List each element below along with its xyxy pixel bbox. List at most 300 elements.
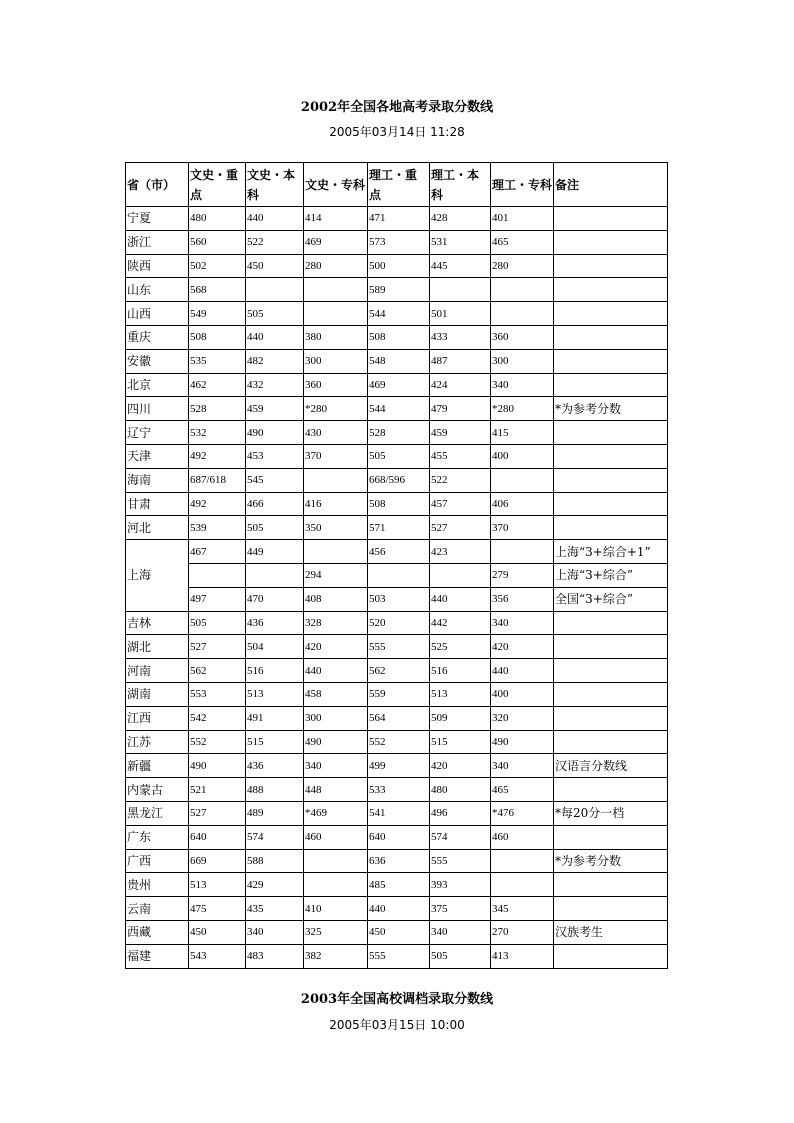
cell-arts-college: 382 xyxy=(304,944,368,968)
cell-note xyxy=(554,254,668,278)
cell-arts-college: 380 xyxy=(304,325,368,349)
header-sci-key: 理工・重点 xyxy=(368,163,430,207)
cell-arts-college: 294 xyxy=(304,563,368,587)
cell-arts-key: 669 xyxy=(189,849,246,873)
cell-arts-key: 475 xyxy=(189,897,246,921)
cell-province: 山西 xyxy=(126,302,189,326)
cell-sci-key: 440 xyxy=(368,897,430,921)
cell-arts-bachelor: 515 xyxy=(246,730,304,754)
cell-note: 汉语言分数线 xyxy=(554,754,668,778)
cell-sci-bachelor xyxy=(430,278,491,302)
cell-sci-college: 415 xyxy=(491,421,554,445)
cell-sci-bachelor: 440 xyxy=(430,587,491,611)
cell-arts-key: 508 xyxy=(189,325,246,349)
table-row xyxy=(126,944,668,968)
cell-arts-key: 527 xyxy=(189,635,246,659)
cell-sci-college: 340 xyxy=(491,611,554,635)
table-row xyxy=(126,540,668,564)
cell-sci-key: 562 xyxy=(368,659,430,683)
cell-sci-key: 564 xyxy=(368,706,430,730)
table-row xyxy=(126,754,668,778)
cell-note xyxy=(554,302,668,326)
cell-arts-key: 490 xyxy=(189,754,246,778)
table-row xyxy=(126,373,668,397)
cell-sci-bachelor: 424 xyxy=(430,373,491,397)
cell-arts-bachelor: 453 xyxy=(246,444,304,468)
cell-arts-bachelor: 466 xyxy=(246,492,304,516)
cell-arts-key: 552 xyxy=(189,730,246,754)
table-row xyxy=(126,659,668,683)
table-row xyxy=(126,325,668,349)
cell-sci-bachelor: 487 xyxy=(430,349,491,373)
cell-arts-key: 532 xyxy=(189,421,246,445)
cell-note xyxy=(554,682,668,706)
cell-sci-key: 552 xyxy=(368,730,430,754)
table-row xyxy=(126,730,668,754)
cell-sci-college: 300 xyxy=(491,349,554,373)
cell-arts-college: 490 xyxy=(304,730,368,754)
cell-arts-college: 420 xyxy=(304,635,368,659)
cell-sci-college: *476 xyxy=(491,801,554,825)
cell-arts-key: 450 xyxy=(189,920,246,944)
cell-arts-bachelor: 545 xyxy=(246,468,304,492)
cell-arts-key: 492 xyxy=(189,444,246,468)
cell-sci-college xyxy=(491,278,554,302)
cell-arts-college: 370 xyxy=(304,444,368,468)
header-sci-bachelor: 理工・本科 xyxy=(430,163,491,207)
cell-sci-key: 456 xyxy=(368,540,430,564)
cell-note xyxy=(554,492,668,516)
cell-sci-bachelor: 531 xyxy=(430,230,491,254)
cell-sci-bachelor: 496 xyxy=(430,801,491,825)
cell-province: 上海 xyxy=(126,540,189,611)
cell-sci-key: 548 xyxy=(368,349,430,373)
cell-sci-college xyxy=(491,302,554,326)
publish-date: 2005年03月14日 11:28 xyxy=(329,125,465,139)
cell-province: 辽宁 xyxy=(126,421,189,445)
cell-arts-bachelor: 432 xyxy=(246,373,304,397)
second-date: 2005年03月15日 10:00 xyxy=(329,1018,465,1032)
cell-sci-college: 460 xyxy=(491,825,554,849)
cell-province: 四川 xyxy=(126,397,189,421)
cell-arts-bachelor: 489 xyxy=(246,801,304,825)
cell-sci-bachelor: 393 xyxy=(430,873,491,897)
cell-arts-key: 568 xyxy=(189,278,246,302)
cell-province: 黑龙江 xyxy=(126,801,189,825)
cell-sci-college: 406 xyxy=(491,492,554,516)
cell-province: 北京 xyxy=(126,373,189,397)
cell-sci-bachelor: 525 xyxy=(430,635,491,659)
cell-note xyxy=(554,230,668,254)
cell-note xyxy=(554,944,668,968)
cell-note: *为参考分数 xyxy=(554,397,668,421)
cell-arts-college: 469 xyxy=(304,230,368,254)
cell-sci-bachelor xyxy=(430,563,491,587)
cell-sci-college: 370 xyxy=(491,516,554,540)
cell-note xyxy=(554,207,668,231)
table-row xyxy=(126,254,668,278)
cell-sci-key: 508 xyxy=(368,325,430,349)
table-row xyxy=(126,682,668,706)
cell-note xyxy=(554,873,668,897)
cell-sci-college: 400 xyxy=(491,444,554,468)
cell-sci-college: 420 xyxy=(491,635,554,659)
table-row xyxy=(126,635,668,659)
cell-sci-bachelor: 459 xyxy=(430,421,491,445)
cell-note xyxy=(554,635,668,659)
cell-arts-bachelor: 482 xyxy=(246,349,304,373)
cell-arts-bachelor: 470 xyxy=(246,587,304,611)
cell-note xyxy=(554,659,668,683)
cell-sci-key: 544 xyxy=(368,302,430,326)
table-row xyxy=(126,516,668,540)
cell-sci-college: 279 xyxy=(491,563,554,587)
cell-sci-college xyxy=(491,468,554,492)
second-title: 2003年全国高校调档录取分数线 xyxy=(300,992,494,1007)
cell-arts-bachelor: 504 xyxy=(246,635,304,659)
table-row xyxy=(126,278,668,302)
cell-arts-bachelor: 435 xyxy=(246,897,304,921)
header-sci-college: 理工・专科 xyxy=(491,163,554,207)
cell-province: 新疆 xyxy=(126,754,189,778)
cell-arts-key: 521 xyxy=(189,778,246,802)
cell-province: 湖北 xyxy=(126,635,189,659)
cell-sci-college: *280 xyxy=(491,397,554,421)
cell-note xyxy=(554,706,668,730)
cell-province: 天津 xyxy=(126,444,189,468)
cell-arts-college: 416 xyxy=(304,492,368,516)
cell-sci-bachelor: 509 xyxy=(430,706,491,730)
cell-sci-bachelor: 420 xyxy=(430,754,491,778)
cell-arts-bachelor: 440 xyxy=(246,325,304,349)
cell-arts-bachelor: 340 xyxy=(246,920,304,944)
cell-sci-college: 280 xyxy=(491,254,554,278)
cell-arts-bachelor: 490 xyxy=(246,421,304,445)
cell-province: 广东 xyxy=(126,825,189,849)
cell-arts-college: 440 xyxy=(304,659,368,683)
cell-arts-key: 467 xyxy=(189,540,246,564)
cell-arts-college: 414 xyxy=(304,207,368,231)
cell-sci-bachelor: 574 xyxy=(430,825,491,849)
cell-note: *每20分一档 xyxy=(554,801,668,825)
cell-sci-college: 400 xyxy=(491,682,554,706)
table-row xyxy=(126,611,668,635)
cell-sci-bachelor: 555 xyxy=(430,849,491,873)
cell-arts-key: 513 xyxy=(189,873,246,897)
cell-arts-college: 460 xyxy=(304,825,368,849)
cell-sci-bachelor: 445 xyxy=(430,254,491,278)
cell-province: 海南 xyxy=(126,468,189,492)
cell-province: 福建 xyxy=(126,944,189,968)
cell-sci-bachelor: 428 xyxy=(430,207,491,231)
cell-sci-bachelor: 479 xyxy=(430,397,491,421)
cell-arts-bachelor: 588 xyxy=(246,849,304,873)
cell-sci-bachelor: 480 xyxy=(430,778,491,802)
cell-arts-college: 350 xyxy=(304,516,368,540)
cell-sci-college: 356 xyxy=(491,587,554,611)
cell-arts-bachelor xyxy=(246,563,304,587)
cell-sci-college: 340 xyxy=(491,754,554,778)
cell-province: 陕西 xyxy=(126,254,189,278)
cell-province: 河南 xyxy=(126,659,189,683)
cell-sci-college: 270 xyxy=(491,920,554,944)
cell-sci-bachelor: 455 xyxy=(430,444,491,468)
table-row xyxy=(126,563,668,587)
cell-arts-college: 408 xyxy=(304,587,368,611)
cell-note xyxy=(554,349,668,373)
cell-sci-key: 500 xyxy=(368,254,430,278)
cell-sci-key: 640 xyxy=(368,825,430,849)
cell-arts-key: 505 xyxy=(189,611,246,635)
cell-arts-college: 328 xyxy=(304,611,368,635)
cell-arts-key: 549 xyxy=(189,302,246,326)
cell-province: 广西 xyxy=(126,849,189,873)
table-row xyxy=(126,801,668,825)
cell-sci-bachelor: 501 xyxy=(430,302,491,326)
page-title: 2002年全国各地高考录取分数线 xyxy=(300,100,494,115)
table-row xyxy=(126,468,668,492)
cell-province: 湖南 xyxy=(126,682,189,706)
cell-province: 浙江 xyxy=(126,230,189,254)
cell-sci-key: 485 xyxy=(368,873,430,897)
table-row xyxy=(126,706,668,730)
cell-note xyxy=(554,825,668,849)
cell-sci-key: 636 xyxy=(368,849,430,873)
cell-arts-key: 492 xyxy=(189,492,246,516)
cell-sci-key: 503 xyxy=(368,587,430,611)
cell-arts-college: 300 xyxy=(304,349,368,373)
cell-arts-college: 280 xyxy=(304,254,368,278)
table-row xyxy=(126,825,668,849)
cell-arts-key: 562 xyxy=(189,659,246,683)
cell-sci-college: 490 xyxy=(491,730,554,754)
cell-arts-college: 410 xyxy=(304,897,368,921)
table-row xyxy=(126,230,668,254)
cell-sci-bachelor: 516 xyxy=(430,659,491,683)
cell-sci-bachelor: 522 xyxy=(430,468,491,492)
cell-arts-key: 480 xyxy=(189,207,246,231)
cell-province: 江苏 xyxy=(126,730,189,754)
cell-sci-college: 360 xyxy=(491,325,554,349)
cell-note xyxy=(554,516,668,540)
cell-arts-key: 687/618 xyxy=(189,468,246,492)
cell-arts-bachelor: 450 xyxy=(246,254,304,278)
cell-arts-key: 553 xyxy=(189,682,246,706)
header-province: 省（市） xyxy=(126,163,189,207)
cell-arts-bachelor: 436 xyxy=(246,754,304,778)
cell-sci-key: 505 xyxy=(368,444,430,468)
cell-province: 甘肃 xyxy=(126,492,189,516)
cell-province: 山东 xyxy=(126,278,189,302)
table-row xyxy=(126,587,668,611)
cell-sci-bachelor: 527 xyxy=(430,516,491,540)
table-row xyxy=(126,397,668,421)
cell-note xyxy=(554,421,668,445)
cell-sci-key: 533 xyxy=(368,778,430,802)
cell-sci-key: 589 xyxy=(368,278,430,302)
cell-arts-key xyxy=(189,563,246,587)
cell-sci-key: 555 xyxy=(368,635,430,659)
cell-arts-bachelor: 440 xyxy=(246,207,304,231)
cell-sci-college: 401 xyxy=(491,207,554,231)
cell-sci-key: 555 xyxy=(368,944,430,968)
cell-province: 宁夏 xyxy=(126,207,189,231)
cell-arts-bachelor: 488 xyxy=(246,778,304,802)
cell-sci-key: 559 xyxy=(368,682,430,706)
cell-sci-key xyxy=(368,563,430,587)
cell-arts-key: 497 xyxy=(189,587,246,611)
cell-arts-key: 539 xyxy=(189,516,246,540)
cell-arts-college xyxy=(304,302,368,326)
cell-province: 江西 xyxy=(126,706,189,730)
cell-sci-college xyxy=(491,540,554,564)
cell-sci-key: 544 xyxy=(368,397,430,421)
cell-note xyxy=(554,373,668,397)
cell-sci-key: 499 xyxy=(368,754,430,778)
cell-note: 全国“3+综合” xyxy=(554,587,668,611)
cell-sci-key: 471 xyxy=(368,207,430,231)
cell-arts-bachelor: 505 xyxy=(246,302,304,326)
cell-note xyxy=(554,778,668,802)
cell-sci-bachelor: 340 xyxy=(430,920,491,944)
cell-sci-bachelor: 423 xyxy=(430,540,491,564)
cell-note: 上海“3+综合+1” xyxy=(554,540,668,564)
cell-province: 贵州 xyxy=(126,873,189,897)
cell-arts-college: 458 xyxy=(304,682,368,706)
cell-arts-key: 462 xyxy=(189,373,246,397)
cell-note: *为参考分数 xyxy=(554,849,668,873)
cell-arts-college: 448 xyxy=(304,778,368,802)
cell-sci-college: 320 xyxy=(491,706,554,730)
cell-arts-bachelor: 522 xyxy=(246,230,304,254)
cell-arts-bachelor: 574 xyxy=(246,825,304,849)
cell-sci-bachelor: 375 xyxy=(430,897,491,921)
cell-province: 云南 xyxy=(126,897,189,921)
table-row xyxy=(126,873,668,897)
table-row xyxy=(126,349,668,373)
cell-arts-college: 325 xyxy=(304,920,368,944)
header-arts-bachelor: 文史・本科 xyxy=(246,163,304,207)
cell-sci-bachelor: 505 xyxy=(430,944,491,968)
header-arts-college: 文史・专科 xyxy=(304,163,368,207)
cell-sci-college xyxy=(491,849,554,873)
cell-province: 西藏 xyxy=(126,920,189,944)
cell-note: 汉族考生 xyxy=(554,920,668,944)
cell-arts-key: 528 xyxy=(189,397,246,421)
score-table xyxy=(125,162,668,969)
cell-arts-bachelor: 505 xyxy=(246,516,304,540)
table-row xyxy=(126,897,668,921)
cell-note xyxy=(554,444,668,468)
cell-sci-key: 571 xyxy=(368,516,430,540)
cell-note xyxy=(554,468,668,492)
table-row xyxy=(126,421,668,445)
table-row xyxy=(126,444,668,468)
cell-sci-bachelor: 515 xyxy=(430,730,491,754)
cell-arts-key: 535 xyxy=(189,349,246,373)
cell-arts-key: 543 xyxy=(189,944,246,968)
cell-sci-key: 508 xyxy=(368,492,430,516)
cell-arts-bachelor xyxy=(246,278,304,302)
table-row xyxy=(126,920,668,944)
cell-arts-college xyxy=(304,468,368,492)
cell-note xyxy=(554,730,668,754)
cell-arts-key: 502 xyxy=(189,254,246,278)
cell-sci-college: 345 xyxy=(491,897,554,921)
table-row xyxy=(126,849,668,873)
cell-arts-college xyxy=(304,873,368,897)
cell-arts-bachelor: 429 xyxy=(246,873,304,897)
cell-sci-key: 573 xyxy=(368,230,430,254)
cell-note: 上海“3+综合” xyxy=(554,563,668,587)
cell-sci-college: 465 xyxy=(491,778,554,802)
cell-arts-college: *280 xyxy=(304,397,368,421)
cell-arts-college: 300 xyxy=(304,706,368,730)
cell-sci-key: 520 xyxy=(368,611,430,635)
cell-province: 内蒙古 xyxy=(126,778,189,802)
cell-sci-college xyxy=(491,873,554,897)
cell-arts-bachelor: 513 xyxy=(246,682,304,706)
cell-arts-key: 542 xyxy=(189,706,246,730)
cell-arts-key: 640 xyxy=(189,825,246,849)
cell-note xyxy=(554,611,668,635)
cell-arts-college: 340 xyxy=(304,754,368,778)
cell-arts-bachelor: 491 xyxy=(246,706,304,730)
table-row xyxy=(126,207,668,231)
cell-arts-bachelor: 436 xyxy=(246,611,304,635)
cell-sci-college: 413 xyxy=(491,944,554,968)
cell-sci-key: 469 xyxy=(368,373,430,397)
cell-sci-college: 465 xyxy=(491,230,554,254)
cell-arts-college: *469 xyxy=(304,801,368,825)
cell-sci-college: 340 xyxy=(491,373,554,397)
cell-note xyxy=(554,897,668,921)
cell-arts-bachelor: 483 xyxy=(246,944,304,968)
cell-sci-key: 528 xyxy=(368,421,430,445)
cell-arts-college: 360 xyxy=(304,373,368,397)
cell-note xyxy=(554,325,668,349)
cell-sci-key: 668/596 xyxy=(368,468,430,492)
table-row xyxy=(126,778,668,802)
header-note: 备注 xyxy=(554,163,668,207)
cell-arts-bachelor: 449 xyxy=(246,540,304,564)
cell-arts-key: 527 xyxy=(189,801,246,825)
header-row xyxy=(126,163,668,207)
cell-sci-bachelor: 442 xyxy=(430,611,491,635)
cell-sci-bachelor: 513 xyxy=(430,682,491,706)
header-arts-key: 文史・重点 xyxy=(189,163,246,207)
cell-province: 吉林 xyxy=(126,611,189,635)
cell-arts-college xyxy=(304,849,368,873)
cell-arts-bachelor: 516 xyxy=(246,659,304,683)
cell-province: 重庆 xyxy=(126,325,189,349)
cell-arts-college xyxy=(304,540,368,564)
cell-arts-college: 430 xyxy=(304,421,368,445)
cell-arts-college xyxy=(304,278,368,302)
table-row xyxy=(126,492,668,516)
cell-arts-bachelor: 459 xyxy=(246,397,304,421)
cell-province: 安徽 xyxy=(126,349,189,373)
table-row xyxy=(126,302,668,326)
cell-arts-key: 560 xyxy=(189,230,246,254)
cell-sci-bachelor: 457 xyxy=(430,492,491,516)
cell-sci-key: 450 xyxy=(368,920,430,944)
cell-sci-bachelor: 433 xyxy=(430,325,491,349)
cell-province: 河北 xyxy=(126,516,189,540)
cell-note xyxy=(554,278,668,302)
cell-sci-college: 440 xyxy=(491,659,554,683)
cell-sci-key: 541 xyxy=(368,801,430,825)
